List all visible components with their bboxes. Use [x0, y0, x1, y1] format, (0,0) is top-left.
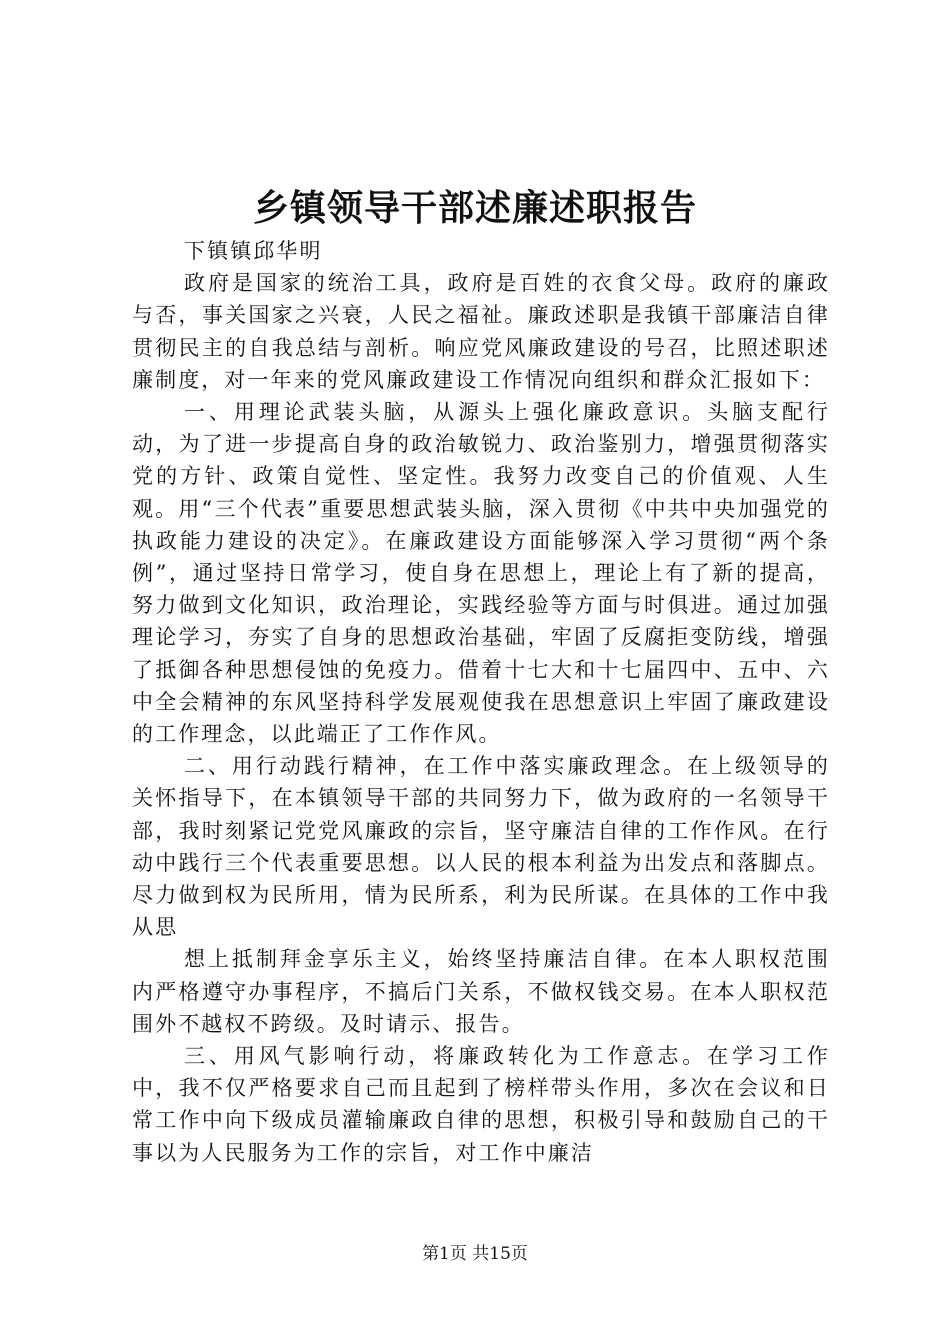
paragraph-intro: 政府是国家的统治工具，政府是百姓的衣食父母。政府的廉政与否，事关国家之兴衰，人民之福祉。廉政述职是我镇干部廉洁自律贯彻民主的自我总结与剖析。响应党风廉政建设的号召，比照述职述廉制度，对一年来的党风廉政建设工作情况向组织和群众汇报如下：	[132, 271, 830, 392]
paragraph-section-1: 一、用理论武装头脑，从源头上强化廉政意识。头脑支配行动，为了进一步提高自身的政治敏锐力、政治鉴别力，增强贯彻落实党的方针、政策自觉性、坚定性。我努力改变自己的价值观、人生观。用“三个代表”重要思想武装头脑，深入贯彻《中共中央加强党的执政能力建设的决定》。在廉政建设方面能够深入学习贯彻“两个条例”，通过坚持日常学习，使自身在思想上，理论上有了新的提高，努力做到文化知识，政治理论，实践经验等方面与时俱进。通过加强理论学习，夯实了自身的思想政治基础，牢固了反腐拒变防线，增强了抵御各种思想侵蚀的免疫力。借着十七大和十七届四中、五中、六中全会精神的东风坚持科学发展观使我在思想意识上牢固了廉政建设的工作理念，以此端正了工作作风。	[132, 400, 830, 747]
paragraph-section-2-continued: 想上抵制拜金享乐主义，始终坚持廉洁自律。在本人职权范围内严格遵守办事程序，不搞后门关系，不做权钱交易。在本人职权范围外不越权不跨级。及时请示、报告。	[132, 947, 830, 1036]
document-title: 乡镇领导干部述廉述职报告	[252, 187, 697, 229]
page-footer: 第1页 共15页	[422, 1244, 528, 1264]
paragraph-section-2: 二、用行动践行精神，在工作中落实廉政理念。在上级领导的关怀指导下，在本镇领导干部的共同努力下，做为政府的一名领导干部，我时刻紧记党党风廉政的宗旨，坚守廉洁自律的工作作风。在行动中践行三个代表重要思想。以人民的根本利益为出发点和落脚点。尽力做到权为民所用，情为民所系，利为民所谋。在具体的工作中我从思	[132, 754, 830, 940]
author-line: 下镇镇邱华明	[184, 239, 323, 263]
paragraph-section-3: 三、用风气影响行动，将廉政转化为工作意志。在学习工作中，我不仅严格要求自己而且起到了榜样带头作用，多次在会议和日常工作中向下级成员灌输廉政自律的思想，积极引导和鼓励自己的干事以为人民服务为工作的宗旨，对工作中廉洁	[132, 1044, 830, 1165]
document-body	[132, 235, 830, 1169]
